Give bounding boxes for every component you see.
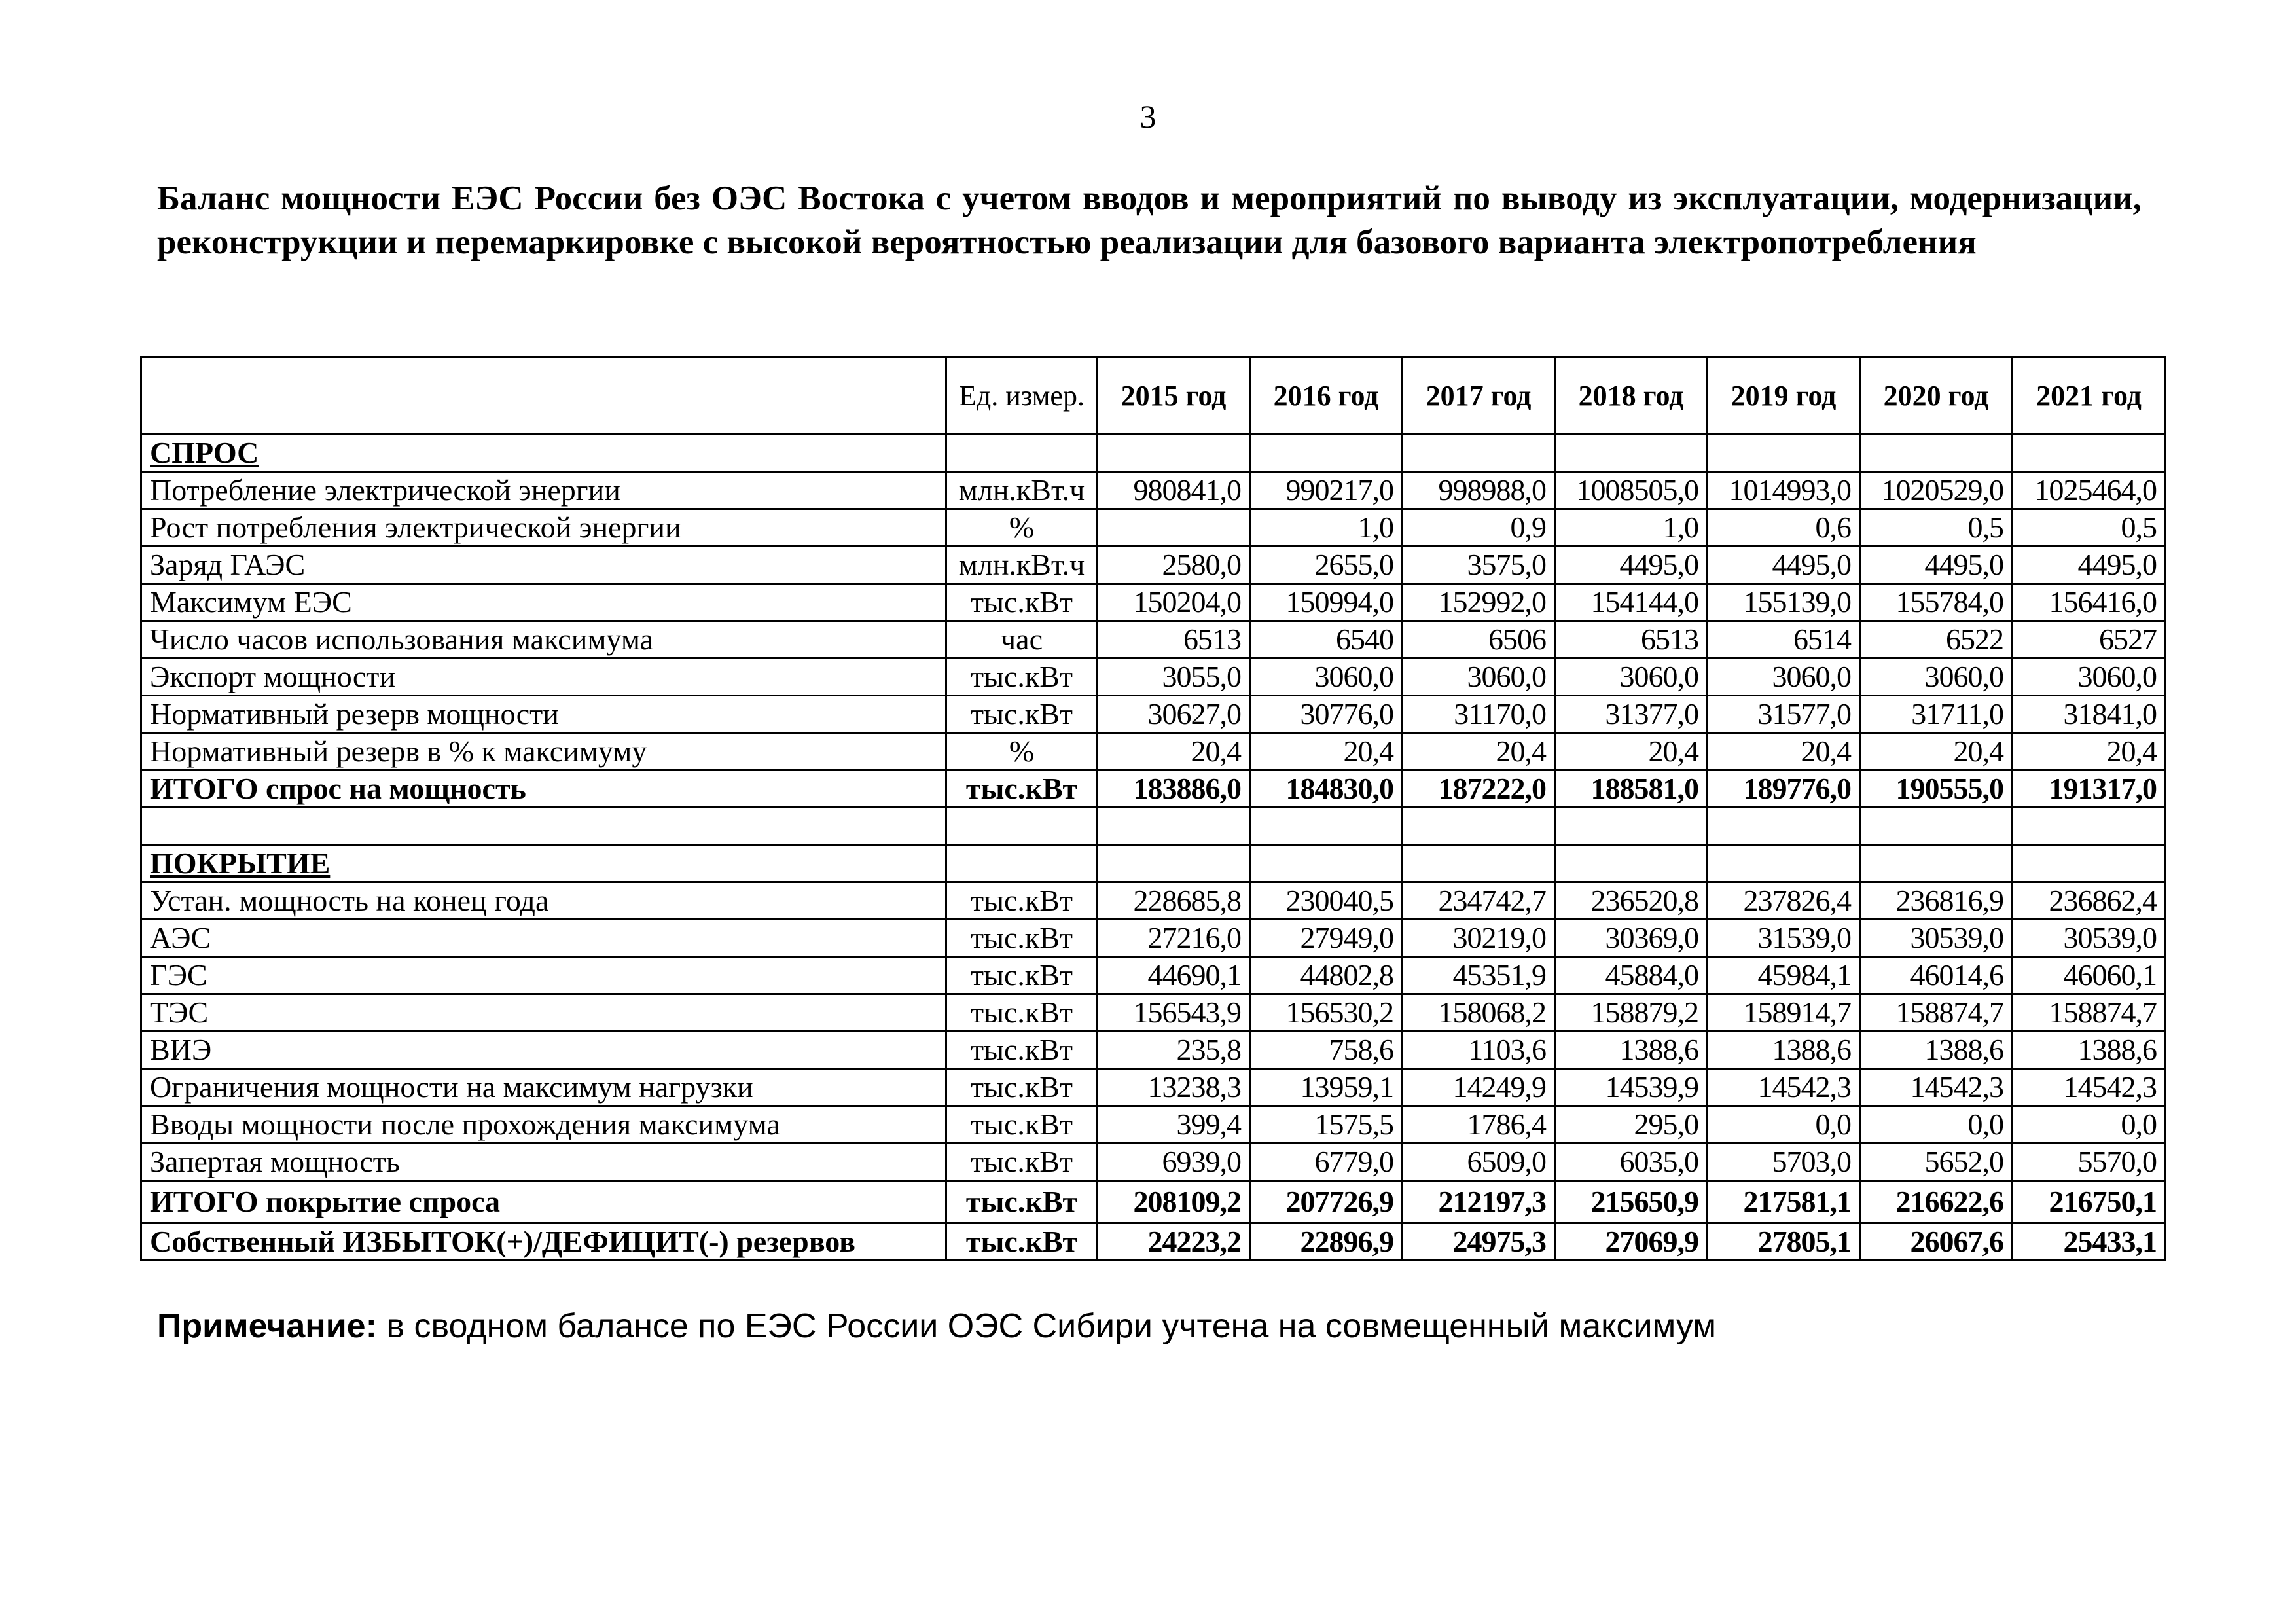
year-column-header: 2021 год (2013, 357, 2166, 435)
value-cell: 6513 (1098, 621, 1250, 659)
empty-cell (946, 845, 1098, 882)
value-cell: 24223,2 (1098, 1223, 1250, 1261)
empty-cell (1860, 808, 2013, 845)
value-cell: 183886,0 (1098, 770, 1250, 808)
row-unit: тыс.кВт (946, 957, 1098, 994)
year-column-header: 2015 год (1098, 357, 1250, 435)
value-cell: 6522 (1860, 621, 2013, 659)
value-cell: 14542,3 (1708, 1069, 1860, 1106)
value-cell: 1014993,0 (1708, 472, 1860, 509)
row-label: АЭС (141, 920, 946, 957)
value-cell: 45351,9 (1403, 957, 1555, 994)
row-unit: тыс.кВт (946, 994, 1098, 1032)
value-cell: 208109,2 (1098, 1181, 1250, 1223)
value-cell: 27216,0 (1098, 920, 1250, 957)
value-cell: 207726,9 (1250, 1181, 1403, 1223)
empty-cell (1098, 808, 1250, 845)
unit-column-header: Ед. измер. (946, 357, 1098, 435)
value-cell: 154144,0 (1555, 584, 1708, 621)
value-cell: 237826,4 (1708, 882, 1860, 920)
value-cell: 6035,0 (1555, 1144, 1708, 1181)
value-cell: 236816,9 (1860, 882, 2013, 920)
supply-total-row (141, 1181, 2166, 1223)
demand-section-row (141, 435, 2166, 472)
value-cell: 158874,7 (2013, 994, 2166, 1032)
value-cell: 6509,0 (1403, 1144, 1555, 1181)
value-cell: 30219,0 (1403, 920, 1555, 957)
table-row (141, 621, 2166, 659)
value-cell: 1020529,0 (1860, 472, 2013, 509)
empty-header-cell (141, 357, 946, 435)
empty-cell (1860, 845, 2013, 882)
empty-cell (2013, 808, 2166, 845)
value-cell: 1025464,0 (2013, 472, 2166, 509)
value-cell: 2580,0 (1098, 547, 1250, 584)
row-unit: тыс.кВт (946, 1069, 1098, 1106)
value-cell: 217581,1 (1708, 1181, 1860, 1223)
row-unit: тыс.кВт (946, 920, 1098, 957)
row-label: Нормативный резерв в % к максимуму (141, 733, 946, 770)
value-cell: 4495,0 (1860, 547, 2013, 584)
row-unit: % (946, 509, 1098, 547)
value-cell: 236520,8 (1555, 882, 1708, 920)
value-cell: 46060,1 (2013, 957, 2166, 994)
value-cell: 156416,0 (2013, 584, 2166, 621)
value-cell: 758,6 (1250, 1032, 1403, 1069)
value-cell: 5703,0 (1708, 1144, 1860, 1181)
value-cell: 215650,9 (1555, 1181, 1708, 1223)
row-unit: млн.кВт.ч (946, 472, 1098, 509)
row-unit: тыс.кВт (946, 696, 1098, 733)
value-cell: 25433,1 (2013, 1223, 2166, 1261)
value-cell: 45884,0 (1555, 957, 1708, 994)
table-row (141, 882, 2166, 920)
value-cell: 30627,0 (1098, 696, 1250, 733)
row-unit: тыс.кВт (946, 659, 1098, 696)
value-cell: 6540 (1250, 621, 1403, 659)
value-cell: 1008505,0 (1555, 472, 1708, 509)
value-cell: 191317,0 (2013, 770, 2166, 808)
table-header-row (141, 357, 2166, 435)
empty-cell (1555, 845, 1708, 882)
value-cell: 31170,0 (1403, 696, 1555, 733)
value-cell: 6514 (1708, 621, 1860, 659)
value-cell: 188581,0 (1555, 770, 1708, 808)
value-cell: 156543,9 (1098, 994, 1250, 1032)
empty-cell (1098, 435, 1250, 472)
value-cell: 3060,0 (1555, 659, 1708, 696)
value-cell: 1575,5 (1250, 1106, 1403, 1144)
empty-cell (2013, 435, 2166, 472)
value-cell: 158068,2 (1403, 994, 1555, 1032)
row-label: Нормативный резерв мощности (141, 696, 946, 733)
value-cell: 1388,6 (2013, 1032, 2166, 1069)
demand-total-row (141, 770, 2166, 808)
value-cell: 20,4 (1403, 733, 1555, 770)
row-label: Экспорт мощности (141, 659, 946, 696)
value-cell: 14542,3 (2013, 1069, 2166, 1106)
value-cell: 399,4 (1098, 1106, 1250, 1144)
empty-cell (1403, 808, 1555, 845)
row-unit: % (946, 733, 1098, 770)
footnote-label: Примечание: (157, 1307, 377, 1345)
value-cell: 295,0 (1555, 1106, 1708, 1144)
value-cell: 4495,0 (2013, 547, 2166, 584)
row-label: ИТОГО покрытие спроса (141, 1181, 946, 1223)
empty-cell (1403, 435, 1555, 472)
value-cell: 14542,3 (1860, 1069, 2013, 1106)
section-heading: ПОКРЫТИЕ (141, 845, 946, 882)
row-label: Собственный ИЗБЫТОК(+)/ДЕФИЦИТ(-) резервов (141, 1223, 946, 1261)
value-cell: 44690,1 (1098, 957, 1250, 994)
value-cell: 20,4 (1708, 733, 1860, 770)
document-title: Баланс мощности ЕЭС России без ОЭС Востока с учетом вводов и мероприятий по выводу из эксплуатации, модернизации, реконструкции и перемаркировке с высокой вероятностью реализации для базового варианта электропотребления (157, 179, 2142, 261)
value-cell: 1388,6 (1555, 1032, 1708, 1069)
value-cell: 14249,9 (1403, 1069, 1555, 1106)
empty-cell (1098, 845, 1250, 882)
row-label: Ограничения мощности на максимум нагрузки (141, 1069, 946, 1106)
value-cell: 30369,0 (1555, 920, 1708, 957)
value-cell: 1103,6 (1403, 1032, 1555, 1069)
spacer-row (141, 808, 2166, 845)
value-cell: 30776,0 (1250, 696, 1403, 733)
value-cell: 46014,6 (1860, 957, 2013, 994)
empty-cell (2013, 845, 2166, 882)
value-cell: 30539,0 (2013, 920, 2166, 957)
table-row (141, 1144, 2166, 1181)
value-cell: 980841,0 (1098, 472, 1250, 509)
empty-cell (1860, 435, 2013, 472)
empty-cell (1403, 845, 1555, 882)
value-cell: 1,0 (1555, 509, 1708, 547)
value-cell: 228685,8 (1098, 882, 1250, 920)
value-cell: 3060,0 (1250, 659, 1403, 696)
footnote-text: в сводном балансе по ЕЭС России ОЭС Сибири учтена на совмещенный максимум (376, 1307, 1716, 1345)
table-row (141, 472, 2166, 509)
value-cell: 158914,7 (1708, 994, 1860, 1032)
value-cell: 190555,0 (1860, 770, 2013, 808)
value-cell: 31577,0 (1708, 696, 1860, 733)
value-cell: 4495,0 (1555, 547, 1708, 584)
row-label: Запертая мощность (141, 1144, 946, 1181)
value-cell: 45984,1 (1708, 957, 1860, 994)
row-unit: тыс.кВт (946, 1223, 1098, 1261)
value-cell: 13238,3 (1098, 1069, 1250, 1106)
value-cell: 20,4 (1555, 733, 1708, 770)
empty-cell (946, 435, 1098, 472)
row-label: Потребление электрической энергии (141, 472, 946, 509)
value-cell: 152992,0 (1403, 584, 1555, 621)
value-cell: 0,0 (1708, 1106, 1860, 1144)
value-cell: 150994,0 (1250, 584, 1403, 621)
empty-cell (1555, 808, 1708, 845)
row-unit: тыс.кВт (946, 770, 1098, 808)
value-cell: 6513 (1555, 621, 1708, 659)
value-cell: 14539,9 (1555, 1069, 1708, 1106)
row-label: Число часов использования максимума (141, 621, 946, 659)
value-cell: 1786,4 (1403, 1106, 1555, 1144)
value-cell: 230040,5 (1250, 882, 1403, 920)
value-cell: 0,0 (1860, 1106, 2013, 1144)
empty-cell (1708, 845, 1860, 882)
table-row (141, 1069, 2166, 1106)
table-row (141, 1032, 2166, 1069)
row-label: Устан. мощность на конец года (141, 882, 946, 920)
value-cell: 990217,0 (1250, 472, 1403, 509)
value-cell: 5652,0 (1860, 1144, 2013, 1181)
table-row (141, 733, 2166, 770)
power-balance-table (140, 356, 2166, 1261)
value-cell: 998988,0 (1403, 472, 1555, 509)
value-cell: 20,4 (2013, 733, 2166, 770)
value-cell: 155784,0 (1860, 584, 2013, 621)
empty-cell (1555, 435, 1708, 472)
row-unit: час (946, 621, 1098, 659)
value-cell: 6779,0 (1250, 1144, 1403, 1181)
value-cell: 44802,8 (1250, 957, 1403, 994)
empty-cell (141, 808, 946, 845)
value-cell: 30539,0 (1860, 920, 2013, 957)
value-cell: 184830,0 (1250, 770, 1403, 808)
empty-cell (946, 808, 1098, 845)
row-unit: тыс.кВт (946, 1106, 1098, 1144)
value-cell: 235,8 (1098, 1032, 1250, 1069)
page-number: 3 (1139, 98, 1157, 135)
row-label: ИТОГО спрос на мощность (141, 770, 946, 808)
value-cell: 6939,0 (1098, 1144, 1250, 1181)
value-cell: 0,0 (2013, 1106, 2166, 1144)
table-row (141, 509, 2166, 547)
table-row (141, 696, 2166, 733)
value-cell: 27949,0 (1250, 920, 1403, 957)
value-cell: 1388,6 (1708, 1032, 1860, 1069)
row-label: ВИЭ (141, 1032, 946, 1069)
value-cell: 234742,7 (1403, 882, 1555, 920)
value-cell (1098, 509, 1250, 547)
table-row (141, 659, 2166, 696)
value-cell: 31711,0 (1860, 696, 2013, 733)
value-cell: 2655,0 (1250, 547, 1403, 584)
value-cell: 31539,0 (1708, 920, 1860, 957)
value-cell: 31841,0 (2013, 696, 2166, 733)
value-cell: 6527 (2013, 621, 2166, 659)
value-cell: 236862,4 (2013, 882, 2166, 920)
supply-section-row (141, 845, 2166, 882)
value-cell: 22896,9 (1250, 1223, 1403, 1261)
value-cell: 24975,3 (1403, 1223, 1555, 1261)
value-cell: 189776,0 (1708, 770, 1860, 808)
row-label: Рост потребления электрической энергии (141, 509, 946, 547)
value-cell: 0,9 (1403, 509, 1555, 547)
row-unit: тыс.кВт (946, 1032, 1098, 1069)
footnote (157, 1307, 1716, 1346)
value-cell: 31377,0 (1555, 696, 1708, 733)
table-row (141, 547, 2166, 584)
value-cell: 3060,0 (1708, 659, 1860, 696)
value-cell: 150204,0 (1098, 584, 1250, 621)
value-cell: 4495,0 (1708, 547, 1860, 584)
value-cell: 20,4 (1860, 733, 2013, 770)
value-cell: 216750,1 (2013, 1181, 2166, 1223)
row-unit: тыс.кВт (946, 882, 1098, 920)
row-unit: тыс.кВт (946, 1181, 1098, 1223)
table-row (141, 994, 2166, 1032)
table-row (141, 1106, 2166, 1144)
table-row (141, 584, 2166, 621)
row-unit: тыс.кВт (946, 1144, 1098, 1181)
value-cell: 3575,0 (1403, 547, 1555, 584)
value-cell: 3060,0 (2013, 659, 2166, 696)
row-label: ГЭС (141, 957, 946, 994)
year-column-header: 2019 год (1708, 357, 1860, 435)
value-cell: 26067,6 (1860, 1223, 2013, 1261)
empty-cell (1708, 435, 1860, 472)
row-label: Максимум ЕЭС (141, 584, 946, 621)
value-cell: 1388,6 (1860, 1032, 2013, 1069)
empty-cell (1250, 845, 1403, 882)
row-unit: млн.кВт.ч (946, 547, 1098, 584)
empty-cell (1250, 435, 1403, 472)
value-cell: 20,4 (1250, 733, 1403, 770)
value-cell: 216622,6 (1860, 1181, 2013, 1223)
value-cell: 158879,2 (1555, 994, 1708, 1032)
year-column-header: 2016 год (1250, 357, 1403, 435)
table-row (141, 920, 2166, 957)
value-cell: 1,0 (1250, 509, 1403, 547)
table-row (141, 957, 2166, 994)
value-cell: 187222,0 (1403, 770, 1555, 808)
value-cell: 13959,1 (1250, 1069, 1403, 1106)
value-cell: 158874,7 (1860, 994, 2013, 1032)
row-label: Заряд ГАЭС (141, 547, 946, 584)
row-label: ТЭС (141, 994, 946, 1032)
value-cell: 27805,1 (1708, 1223, 1860, 1261)
value-cell: 212197,3 (1403, 1181, 1555, 1223)
value-cell: 3060,0 (1860, 659, 2013, 696)
year-column-header: 2018 год (1555, 357, 1708, 435)
value-cell: 155139,0 (1708, 584, 1860, 621)
value-cell: 27069,9 (1555, 1223, 1708, 1261)
value-cell: 5570,0 (2013, 1144, 2166, 1181)
value-cell: 3060,0 (1403, 659, 1555, 696)
value-cell: 3055,0 (1098, 659, 1250, 696)
value-cell: 0,5 (2013, 509, 2166, 547)
value-cell: 0,5 (1860, 509, 2013, 547)
year-column-header: 2020 год (1860, 357, 2013, 435)
empty-cell (1708, 808, 1860, 845)
balance-row (141, 1223, 2166, 1261)
value-cell: 0,6 (1708, 509, 1860, 547)
row-unit: тыс.кВт (946, 584, 1098, 621)
value-cell: 20,4 (1098, 733, 1250, 770)
empty-cell (1250, 808, 1403, 845)
value-cell: 156530,2 (1250, 994, 1403, 1032)
year-column-header: 2017 год (1403, 357, 1555, 435)
row-label: Вводы мощности после прохождения максимума (141, 1106, 946, 1144)
value-cell: 6506 (1403, 621, 1555, 659)
section-heading: СПРОС (141, 435, 946, 472)
